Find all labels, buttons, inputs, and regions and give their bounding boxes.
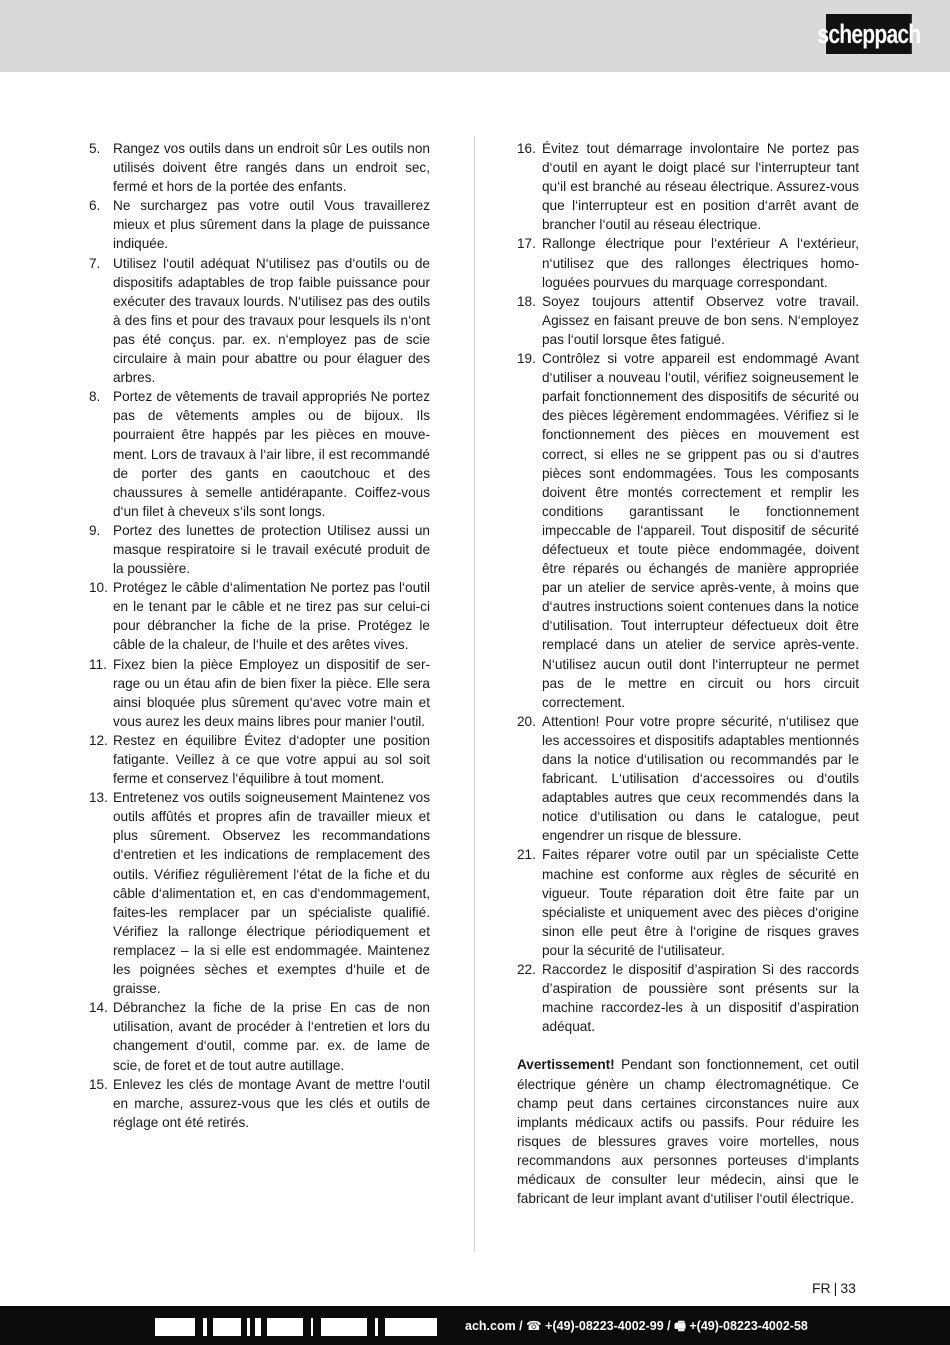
list-item: [89, 1075, 430, 1132]
page-header: [0, 0, 950, 72]
item-number: 16.: [517, 141, 536, 156]
list-item: [517, 139, 859, 234]
item-number: 19.: [517, 351, 536, 367]
item-number: 21.: [517, 847, 536, 863]
item-number: 17.: [517, 236, 536, 252]
item-text: Restez en équilibre Évitez d‘adopter une position fatigante. Veillez à ce que votre appui au sol soit ferme et conservez l‘équilibre à tout moment.: [113, 732, 430, 787]
item-text: Fixez bien la pièce Employez un dispositif de serrage ou un étau afin de bien fixer la pièce. Elle sera ainsi bloquée plus sûrement qu‘avec votre main et vous aurez les deux mains libres pour manier l‘outil.: [113, 656, 430, 729]
right-column: [517, 139, 859, 1208]
list-item: [89, 655, 430, 731]
warning-text: Pendant son fonctionnement, cet outil électrique génère un champ électromagnétique. Ce champ peut dans certaines circonstances nuire aux implants médicaux actifs ou passifs. Pour réduire les risques de blessures graves voire mortelles, nous recommandons aux personnes porteuses d‘implants médicaux de consulter leur médecin, ainsi que le fabricant de leur implant avant d‘utiliser l‘outil électrique.: [517, 1057, 859, 1207]
item-text: Débranchez la fiche de la prise En cas de non utilisation, avant de procéder à l‘entretien et lors du changement d‘outil, comme par. ex. de lame de scie, de foret et de tout autre autillage.: [113, 1000, 430, 1073]
item-text: Utilisez l‘outil adéquat N‘utilisez pas d‘outils ou de dispositifs adaptables de trop faible puissance pour exécuter des travaux lourds. N‘utilisez pas des outils à des fins et pour des travaux pour lesquels ils n‘ont pas été conçus. par. ex. n‘employez pas de scie circulaire à main pour abattre ou pour élaguer des arbres.: [113, 255, 430, 386]
list-item: [89, 196, 430, 253]
emf-warning: [517, 1055, 859, 1208]
item-number: 8.: [89, 389, 101, 405]
item-text: Rallonge électrique pour l‘extérieur A l‘extérieur, n‘utilisez que des rallonges électriques homologuées pourvues du marquage correspondant.: [542, 236, 859, 290]
list-item: [89, 731, 430, 788]
safety-list-right: [517, 139, 859, 1036]
list-item: [89, 578, 430, 654]
brand-logo: scheppach: [826, 14, 912, 54]
item-text: Protégez le câble d‘alimentation Ne portez pas l‘outil en le tenant par le câble et ne tirez pas sur celui-ci pour débrancher la fiche de la prise. Protégez le câble de la chaleur, de l‘huile et des arêtes vives.: [113, 580, 430, 653]
list-item: [517, 292, 859, 349]
list-item: [517, 234, 859, 291]
item-text: Entretenez vos outils soigneusement Maintenez vos outils affûtés et propres afin de travailler mieux et plus sûrement. Observez les recommandations d‘entretien et les indications de remplacement des outils. Vérifiez régulièrement l‘état de la fiche et du câble d‘alimentation et, en cas d‘endommagement, faites-les remplacer par un spécialiste qualifié. Vérifiez la rallonge électrique périodiquement et remplacez – la si elle est endommagée. Maintenez les poignées sèches et exemptes d‘huile et de graisse.: [113, 790, 430, 997]
item-number: 13.: [89, 790, 108, 806]
item-number: 9.: [89, 522, 101, 538]
page-footer: [0, 1306, 950, 1345]
list-item: [89, 139, 430, 196]
item-text: Contrôlez si votre appareil est endommagé Avant d‘utiliser a nouveau l‘outil, vérifiez soigneusement le parfait fonctionnement des dispositifs de sécurité ou des pièces légèrement endommagées. Vérifiez si le fonctionnement des pièces en mouvement est correct, si elles ne se grippent pas ou si d‘autres pièces sont endommagées. Tous les composants doivent être montés correctement et remplir les conditions garantissant le fonctionnement impeccable de l‘appareil. Tout dispositif de sécurité défectueux et toute pièce endommagée, doivent être réparés ou échangés de manière appropriée par un atelier de service après-vente, à moins que d‘autres instructions soient contenues dans la notice d‘utilisation. Tout interrupteur défectueux doit être remplacé dans un atelier de service après-vente. N‘utilisez aucun outil dont l‘interrupteur ne permet pas de le mettre en circuit ou hors circuit correctement.: [542, 351, 859, 710]
item-text: Évitez tout démarrage involontaire Ne portez pas d‘outil en ayant le doigt placé sur l‘interrupteur tant qu‘il est branché au réseau électrique. Assurez-vous que l‘interrupteur est en position d‘arrêt avant de brancher l‘outil au réseau électrique.: [542, 141, 859, 233]
item-number: 20.: [517, 713, 536, 729]
item-text: Rangez vos outils dans un endroit sûr Les outils non utilisés doivent être rangés dans un endroit sec, fermé et hors de la portée des enfants.: [113, 141, 430, 195]
item-text: Attention! Pour votre propre sécurité, n‘utilisez que les accessoires et dispositifs adaptables mentionnés dans la notice d‘utilisation ou recommandés par le fabricant. L‘utilisation d‘accessoires ou d‘outils adaptables autres que ceux recommendés dans la notice d‘utilisation ou dans le catalogue, peut engendrer un risque de blessure.: [542, 713, 859, 844]
list-item: [517, 712, 859, 846]
item-number: 18.: [517, 293, 536, 309]
left-column: [89, 139, 430, 1132]
list-item: [89, 387, 430, 521]
list-item: [89, 998, 430, 1074]
item-number: 12.: [89, 732, 108, 748]
item-number: 5.: [89, 141, 101, 156]
page-separator: |: [833, 1280, 838, 1296]
warning-label: Avertissement!: [517, 1057, 615, 1073]
page-number-value: 33: [840, 1280, 856, 1296]
list-item: [89, 254, 430, 388]
item-number: 15.: [89, 1076, 108, 1092]
item-number: 14.: [89, 1000, 108, 1016]
list-item: [517, 349, 859, 712]
item-text: Enlevez les clés de montage Avant de mettre l‘outil en marche, assurez-vous que les clés et outils de réglage ont été retirés.: [113, 1076, 430, 1130]
footer-contact-text: ach.com / ☎ +(49)-08223-4002-99 / 🖷 +(49)-08223-4002-58: [465, 1319, 808, 1333]
column-divider: [474, 136, 475, 1252]
item-number: 7.: [89, 255, 101, 271]
list-item: [517, 845, 859, 960]
list-item: [89, 788, 430, 998]
item-number: 22.: [517, 962, 536, 978]
item-number: 11.: [89, 656, 107, 672]
page-language: FR: [812, 1280, 831, 1296]
item-number: 10.: [89, 580, 108, 596]
list-item: [89, 521, 430, 578]
list-item: [517, 960, 859, 1036]
item-number: 6.: [89, 198, 101, 214]
item-text: Soyez toujours attentif Observez votre travail. Agissez en faisant preuve de bon sens. N‘employez pas l‘outil lorsque êtes fatigué.: [542, 293, 859, 347]
item-text: Raccordez le dispositif d’aspiration Si des raccords d’aspiration de poussière sont présents sur la machine raccordez-les à un dispositif d’aspiration adéquat.: [542, 962, 859, 1035]
page-number: [812, 1280, 856, 1296]
footer-contact: [150, 1317, 950, 1338]
item-text: Portez des lunettes de protection Utilisez aussi un masque respiratoire si le travail exécuté produit de la poussière.: [113, 522, 430, 577]
safety-list-left: [89, 139, 430, 1132]
item-text: Portez de vêtements de travail appropriés Ne portez pas de vêtements amples ou de bijoux. Ils pourraient être happés par les pièces en mouvement. Lors de travaux à l‘air libre, il est recommandé de porter des gants en caoutchouc et des chaussures à semelle antidérapante. Coiffez-vous d‘un filet à cheveux s‘ils sont longs.: [113, 389, 430, 519]
item-text: Faites réparer votre outil par un spécialiste Cette machine est conforme aux règles de sécurité en vigueur. Toute réparation doit être faite par un spécialiste et uniquement avec des pièces d‘origine sinon elle peut être à l‘origine de risques graves pour la sécurité de l‘utilisateur.: [542, 847, 859, 958]
item-text: Ne surchargez pas votre outil Vous travaillerez mieux et plus sûrement dans la plage de puissance indiquée.: [113, 198, 430, 252]
